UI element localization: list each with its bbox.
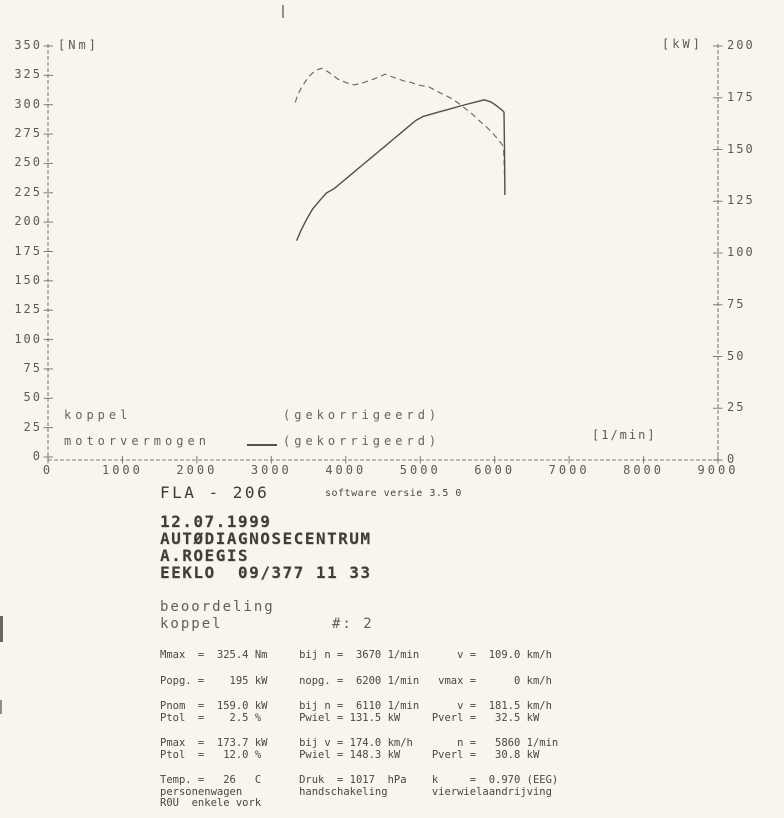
tick-label: 75: [23, 360, 42, 375]
scan-artifact: [0, 616, 3, 642]
scan-artifact: [282, 5, 284, 18]
tick-label: 9000: [697, 463, 739, 477]
test-date: 12.07.1999: [160, 512, 272, 531]
run-number: #: 2: [332, 616, 374, 632]
location-phone: EEKLO 09/377 11 33: [160, 563, 372, 582]
tick-label: 8000: [623, 463, 664, 477]
assessment-channel: koppel: [160, 616, 223, 632]
result-line-pnom-detail: Ptol = 2.5 % Pwiel = 131.5 kW Pverl = 32.5 kW: [160, 711, 540, 724]
power-curve: [297, 100, 505, 241]
tick-label: 50: [727, 348, 746, 363]
tick-label: 225: [14, 184, 42, 199]
torque-curve: [295, 68, 504, 180]
tick-label: 175: [14, 243, 42, 258]
tick-label: 5000: [399, 463, 441, 477]
result-line-vehicle-type: personenwagen handschakeling vierwielaandrijving: [160, 785, 552, 798]
company-name: AUTØDIAGNOSECENTRUM: [160, 529, 372, 548]
tick-label: 150: [727, 141, 755, 156]
tick-label: 125: [14, 302, 42, 317]
tick-label: 0: [32, 449, 42, 463]
tick-label: 25: [23, 419, 42, 434]
legend-power-line-sample: [247, 444, 277, 446]
tick-label: 250: [14, 155, 42, 170]
tick-label: 200: [14, 214, 42, 229]
scan-artifact: [0, 700, 2, 714]
tick-label: 25: [727, 400, 746, 415]
results-table: [160, 650, 558, 810]
tick-label: 4000: [325, 463, 367, 477]
left-axis-unit-label: [Nm]: [58, 38, 99, 52]
software-version-label: software versie 3.5 0: [325, 488, 462, 499]
right-axis-unit-label: [kW]: [662, 37, 703, 51]
tick-label: 100: [727, 245, 755, 259]
result-line-popg: Popg. = 195 kW nopg. = 6200 1/min vmax = 0 km/h: [160, 674, 552, 687]
legend-power-label: motorvermogen: [64, 434, 210, 448]
tick-label: 75: [727, 296, 746, 311]
result-line-mmax: Mmax = 325.4 Nm bij n = 3670 1/min v = 109.0 km/h: [160, 649, 552, 661]
tick-label: 0: [42, 463, 54, 477]
result-line-pnom: Pnom = 159.0 kW bij n = 6110 1/min v = 181.5 km/h: [160, 700, 552, 712]
result-line-conditions: Temp. = 26 C Druk = 1017 hPa k = 0.970 (EEG): [160, 774, 559, 786]
tick-label: 150: [14, 272, 42, 287]
legend-power-correction-note: (gekorrigeerd): [283, 434, 441, 448]
tick-label: 7000: [548, 463, 590, 477]
assessment-title: beoordeling: [160, 599, 275, 615]
tick-label: 0: [727, 452, 737, 466]
tick-label: 100: [14, 331, 42, 346]
tick-label: 325: [14, 67, 42, 82]
tick-label: 2000: [176, 463, 218, 477]
tick-label: 350: [14, 38, 42, 52]
legend-torque-correction-note: (gekorrigeerd): [283, 408, 441, 422]
tick-label: 275: [14, 126, 42, 141]
device-model-label: FLA - 206: [160, 483, 270, 502]
result-line-pmax-detail: Ptol = 12.0 % Pwiel = 148.3 kW Pverl = 30.8 kW: [160, 748, 540, 761]
legend-torque-label: koppel: [64, 408, 132, 422]
tick-label: 50: [23, 390, 42, 405]
tick-label: 6000: [474, 463, 516, 477]
tick-label: 300: [14, 96, 42, 111]
tick-label: 1000: [101, 463, 143, 477]
tick-label: 200: [727, 38, 755, 52]
result-line-pmax: Pmax = 173.7 kW bij v = 174.0 km/h n = 5860 1/min: [160, 737, 559, 749]
x-axis-unit-label: [1/min]: [592, 428, 657, 442]
operator-name: A.ROEGIS: [160, 546, 250, 565]
tick-label: 3000: [250, 463, 292, 477]
result-line-roller-config: R0U enkele vork: [160, 797, 262, 809]
tick-label: 175: [727, 89, 755, 104]
tick-label: 125: [727, 193, 755, 208]
